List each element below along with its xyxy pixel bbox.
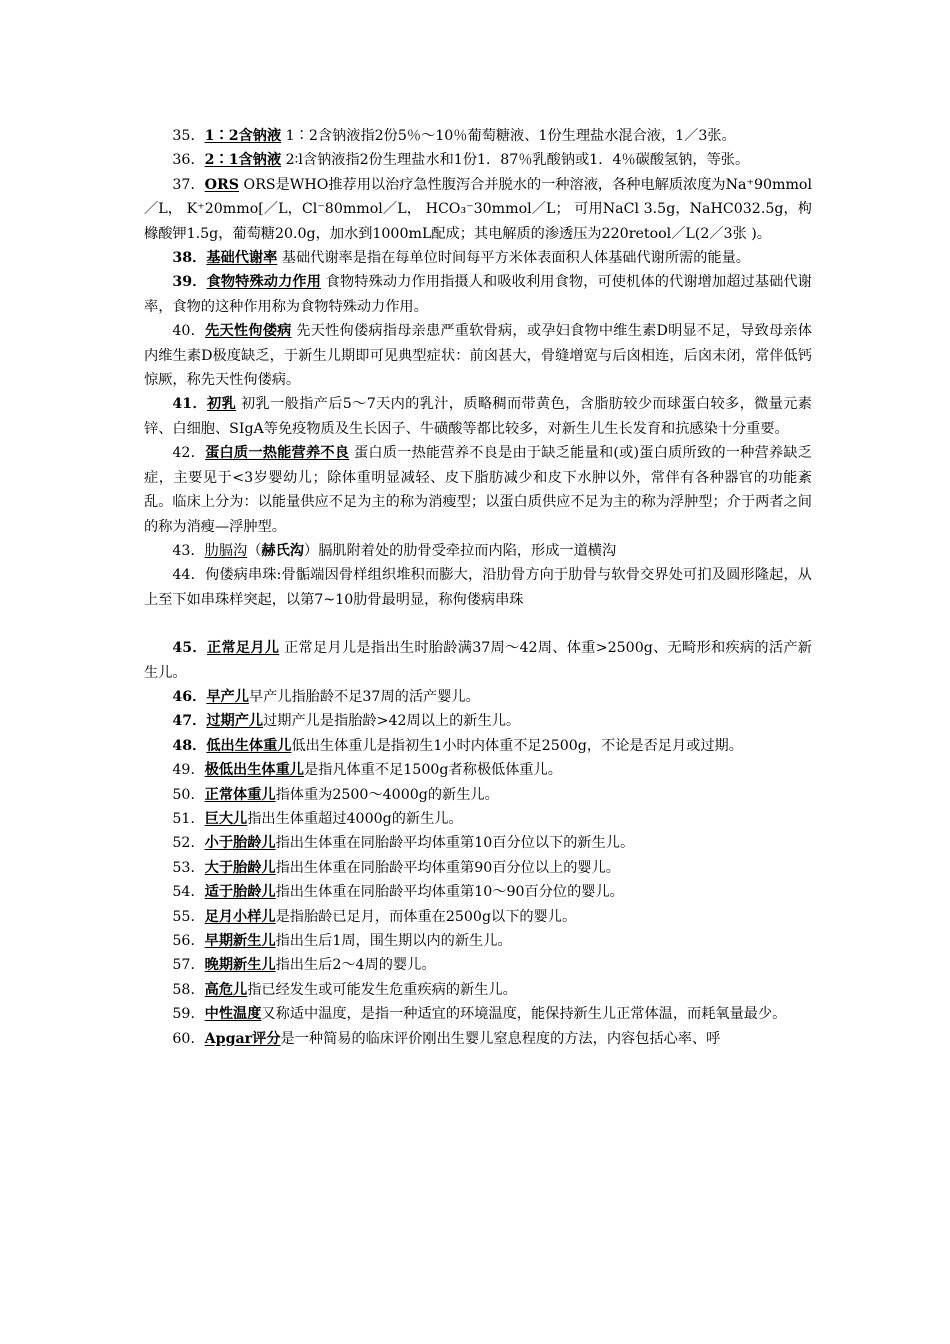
entry-definition: 基础代谢率是指在每单位时间每平方米体表面积人体基础代谢所需的能量。	[277, 250, 750, 267]
entry-51	[144, 807, 812, 831]
entry-term: 高危儿	[204, 981, 248, 998]
entry-paren-open: （	[247, 542, 262, 559]
entry-term: 蛋白质一热能营养不良	[205, 445, 350, 462]
entry-39	[144, 270, 812, 319]
entry-term: 巨大儿	[204, 810, 248, 827]
entry-number: 40．	[172, 323, 206, 340]
entry-term: 大于胎龄儿	[204, 859, 276, 876]
entry-number: 54．	[172, 884, 205, 901]
entry-number: 49．	[172, 762, 205, 779]
entry-43	[144, 539, 812, 563]
entry-term: 2∶1含钠液	[204, 152, 282, 169]
entry-58	[144, 978, 812, 1002]
entry-55	[144, 905, 812, 929]
entry-definition: 指出生体重在同胎龄平均体重第10～90百分位的婴儿。	[275, 884, 624, 901]
entry-definition: 早产儿指胎龄不足37周的活产婴儿。	[248, 688, 480, 705]
entry-term: 1∶2含钠液	[204, 128, 282, 144]
entry-48	[144, 734, 812, 758]
entry-definition: 指已经发生或可能发生危重疾病的新生儿。	[247, 981, 517, 998]
entry-term: 早期新生儿	[204, 933, 276, 949]
entry-52	[144, 831, 812, 855]
entry-number: 46．	[172, 688, 207, 705]
entry-term: 正常足月儿	[206, 640, 280, 657]
entry-number: 44．	[172, 567, 205, 584]
entry-definition: 是一种简易的临床评价刚出生婴儿窒息程度的方法，内容包括心率、呼	[280, 1030, 721, 1047]
entry-term: 食物特殊动力作用	[206, 274, 322, 291]
entry-definition: 指出生后1周，围生期以内的新生儿。	[275, 933, 512, 949]
entry-term: 中性温度	[204, 1006, 262, 1023]
entry-60	[144, 1027, 812, 1051]
entry-term: 小于胎龄儿	[204, 835, 276, 852]
entry-definition: 先天性佝偻病指母亲患严重软骨病，或孕妇食物中维生素D明显不足，导致母亲体内维生素D极度缺乏，于新生儿期即可见典型症状：前囟甚大，骨缝增宽与后囟相连，后囟未闭，常伴低钙惊厥，称先天性佝偻病。	[144, 323, 812, 389]
entry-number: 52．	[172, 835, 205, 852]
entry-45	[144, 636, 812, 685]
entry-38	[144, 246, 812, 270]
entry-number: 50．	[172, 786, 205, 803]
entry-number: 57．	[172, 957, 205, 974]
entry-number: 60．	[172, 1030, 205, 1047]
entry-term: ORS	[204, 176, 240, 193]
entry-number: 38．	[172, 250, 207, 267]
entry-number: 41．	[172, 396, 208, 413]
entry-definition: 佝偻病串珠:骨骺端因骨样组织堆积而膨大，沿肋骨方向于肋骨与软骨交界处可扪及圆形隆起，从上至下如串珠样突起，以第7~10肋骨最明显，称佝偻病串珠	[144, 567, 812, 608]
entry-definition: 1∶2含钠液指2份5％～10％葡萄糖液、1份生理盐水混合液，1／3张。	[281, 128, 736, 144]
entry-definition: 是指凡体重不足1500g者称极低体重儿。	[303, 762, 562, 779]
entry-term: 初乳	[207, 396, 237, 413]
entry-definition: 过期产儿是指胎龄>42周以上的新生儿。	[263, 713, 521, 730]
blank-line	[144, 612, 812, 636]
entry-definition: 指体重为2500～4000g的新生儿。	[275, 786, 499, 803]
entry-term: 正常体重儿	[204, 786, 276, 803]
entry-number: 59．	[172, 1006, 205, 1023]
entry-term: 先天性佝偻病	[205, 323, 292, 340]
entry-57	[144, 953, 812, 977]
entry-number: 45．	[172, 640, 207, 657]
entry-number: 51．	[172, 810, 205, 827]
entry-term: 过期产儿	[206, 713, 264, 730]
entry-number: 53．	[172, 859, 205, 876]
entry-term: 肋膈沟	[204, 542, 248, 559]
entry-42	[144, 441, 812, 539]
entry-number: 58．	[172, 981, 205, 998]
entry-40	[144, 319, 812, 392]
entry-number: 37．	[172, 176, 205, 193]
entry-definition: 又称适中温度，是指一种适宜的环境温度，能保持新生儿正常体温，而耗氧量最少。	[261, 1006, 787, 1023]
entry-definition: 2∶l含钠液指2份生理盐水和1份1．87％乳酸钠或1．4％碳酸氢钠，等张。	[281, 152, 750, 169]
entry-term: 基础代谢率	[206, 250, 278, 267]
entry-46	[144, 685, 812, 709]
entry-41	[144, 392, 812, 441]
entry-definition: 是指胎龄已足月，而体重在2500g以下的婴儿。	[275, 908, 577, 925]
entry-number: 55．	[172, 908, 205, 925]
entry-definition: 指出生体重在同胎龄平均体重第10百分位以下的新生儿。	[275, 835, 635, 852]
entry-definition: 食物特殊动力作用指摄人和吸收利用食物，可使机体的代谢增加超过基础代谢率，食物的这种作用称为食物特殊动力作用。	[144, 274, 812, 315]
entry-definition: 低出生体重儿是指初生1小时内体重不足2500g，不论是否足月或过期。	[291, 737, 743, 754]
entry-paren-close: ）	[304, 542, 319, 559]
entry-definition: 正常足月儿是指出生时胎龄满37周～42周、体重>2500g、无畸形和疾病的活产新生儿。	[144, 640, 812, 681]
entry-term: 足月小样儿	[204, 908, 276, 925]
entry-54	[144, 880, 812, 904]
document-body	[144, 124, 812, 1051]
entry-37	[144, 173, 812, 246]
entry-term: 早产儿	[206, 688, 249, 705]
entry-definition: ORS是WHO推荐用以治疗急性腹泻合并脱水的一种溶液，各种电解质浓度为Na⁺90mmol／L， K⁺20mmo[／L，Cl⁻80mmol／L， HCO₃⁻30mmol／L； 可用NaCl 3.5g，NaHC032.5g，枸橼酸钾1.5g，葡萄糖20.0g，加水到1000mL配成；其电解质的渗透压为220retool／L(2／3张 )。	[144, 176, 813, 242]
entry-definition: 蛋白质一热能营养不良是由于缺乏能量和(或)蛋白质所致的一种营养缺乏症，主要见于<3岁婴幼儿；除体重明显减轻、皮下脂肪减少和皮下水肿以外，常伴有各种器官的功能紊乱。临床上分为：以能量供应不足为主的称为消瘦型；以蛋白质供应不足为主的称为浮肿型；介于两者之间的称为消瘦—浮肿型。	[144, 445, 812, 535]
entry-number: 36．	[172, 152, 205, 169]
entry-50	[144, 783, 812, 807]
entry-number: 56．	[172, 933, 205, 949]
entry-definition: 指出生后2～4周的婴儿。	[275, 957, 436, 974]
entry-59	[144, 1002, 812, 1026]
entry-number: 43．	[172, 542, 205, 559]
entry-47	[144, 709, 812, 733]
entry-49	[144, 758, 812, 782]
entry-number: 42．	[172, 445, 206, 462]
entry-44	[144, 563, 812, 612]
entry-number: 39．	[172, 274, 207, 291]
entry-definition: 指出生体重超过4000g的新生儿。	[247, 810, 463, 827]
entry-53	[144, 856, 812, 880]
entry-definition: 膈肌附着处的肋骨受牵拉而内陷，形成一道横沟	[318, 542, 617, 559]
entry-number: 47．	[172, 713, 207, 730]
entry-56	[144, 929, 812, 953]
entry-35	[144, 124, 812, 148]
entry-36	[144, 148, 812, 172]
entry-definition: 指出生体重在同胎龄平均体重第90百分位以上的婴儿。	[275, 859, 620, 876]
entry-term: 低出生体重儿	[206, 737, 292, 754]
entry-definition: 初乳一般指产后5～7天内的乳汁，质略稠而带黄色，含脂肪较少而球蛋白较多，微量元素锌、白细胞、SIgA等免疫物质及生长因子、牛磺酸等都比较多，对新生儿生长发育和抗感染十分重要。	[144, 396, 812, 437]
entry-alt-term: 赫氏沟	[261, 542, 304, 559]
entry-number: 48．	[172, 737, 207, 754]
entry-number: 35．	[172, 128, 205, 144]
entry-term: 适于胎龄儿	[204, 884, 276, 901]
entry-term: 晚期新生儿	[204, 957, 276, 974]
entry-term: 极低出生体重儿	[204, 762, 304, 779]
entry-term: Apgar评分	[204, 1030, 281, 1047]
